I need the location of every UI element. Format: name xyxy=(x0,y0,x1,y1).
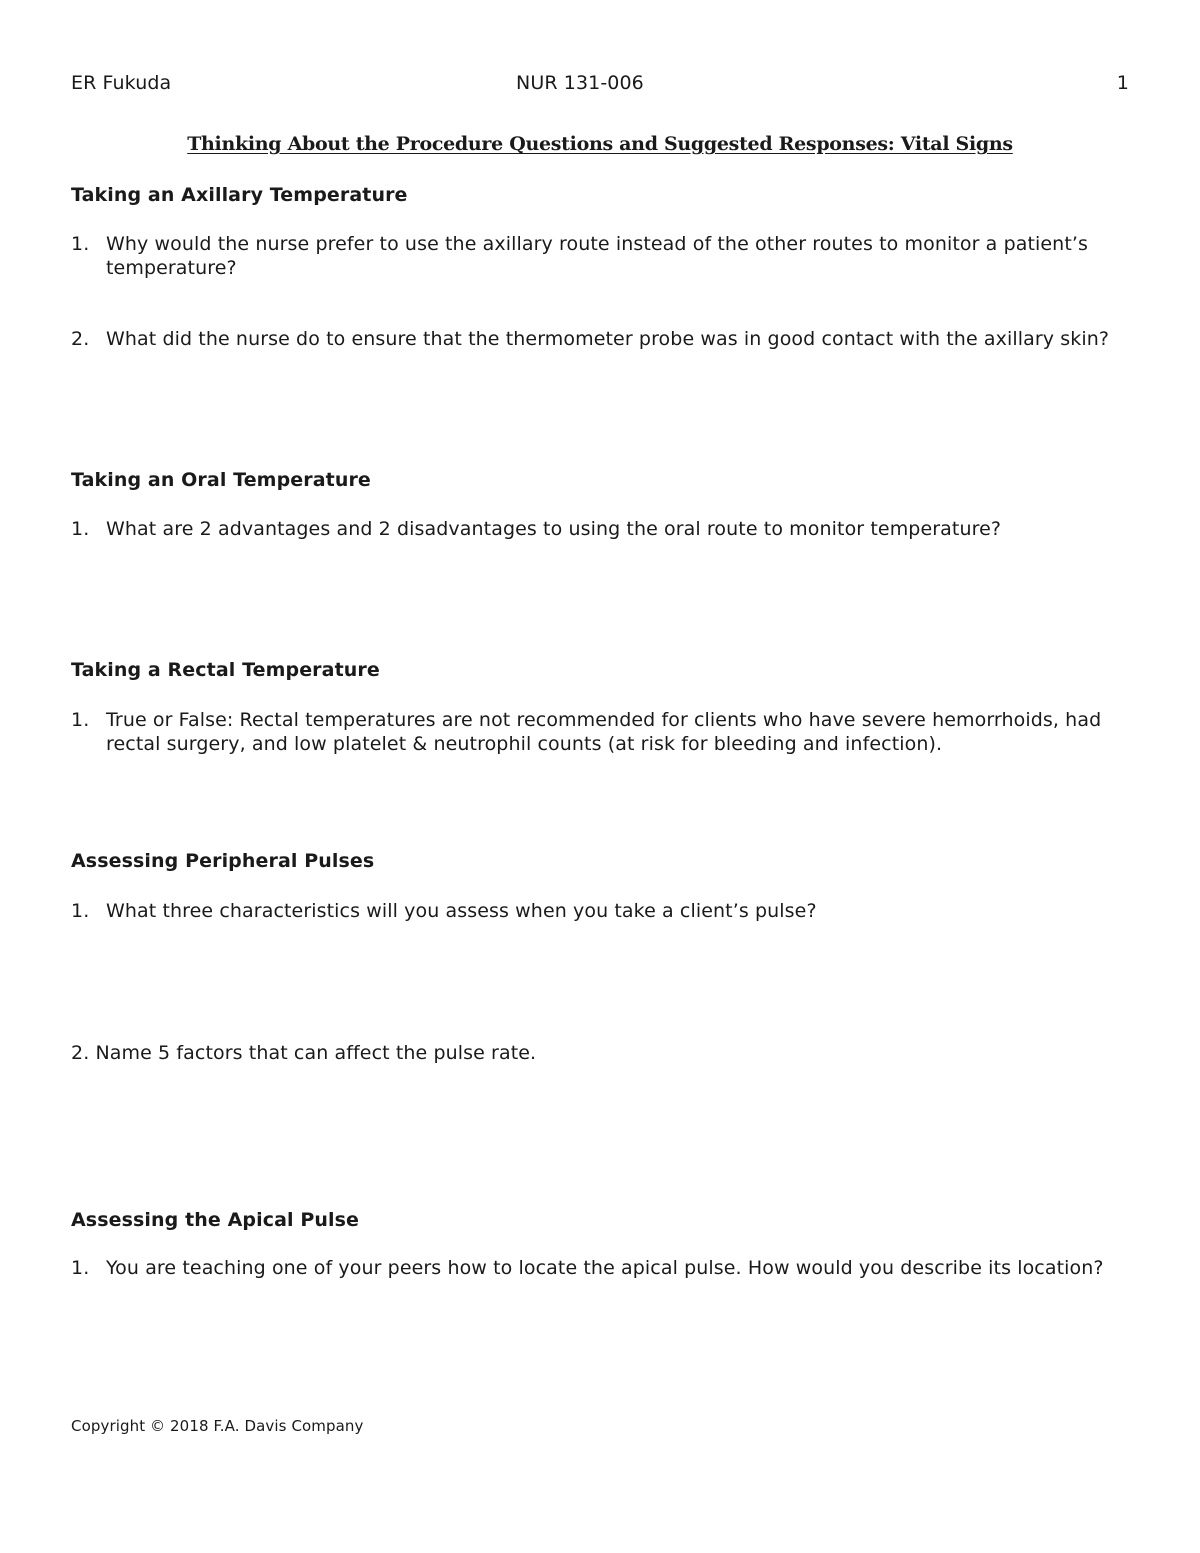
question-item xyxy=(71,327,1141,351)
question-text: You are teaching one of your peers how to locate the apical pulse. How would you describe its location? xyxy=(106,1257,1104,1279)
question-text: 2. Name 5 factors that can affect the pulse rate. xyxy=(71,1042,537,1064)
section-heading: Assessing Peripheral Pulses xyxy=(71,850,375,872)
question-number: 2. xyxy=(71,328,90,350)
question-text: Why would the nurse prefer to use the axillary route instead of the other routes to monitor a patient’s temperature? xyxy=(106,233,1089,279)
header-author: ER Fukuda xyxy=(71,72,172,94)
question-item xyxy=(71,232,1141,280)
question-item xyxy=(71,899,1141,923)
question-text: What three characteristics will you assess when you take a client’s pulse? xyxy=(106,900,817,922)
question-text: What did the nurse do to ensure that the thermometer probe was in good contact with the axillary skin? xyxy=(106,328,1110,350)
question-number: 1. xyxy=(71,709,90,731)
section-heading: Taking an Axillary Temperature xyxy=(71,184,408,206)
question-text: True or False: Rectal temperatures are not recommended for clients who have severe hemorrhoids, had rectal surgery, and low platelet & neutrophil counts (at risk for bleeding and infection). xyxy=(106,709,1102,755)
page-number: 1 xyxy=(1116,72,1129,94)
copyright-notice: Copyright © 2018 F.A. Davis Company xyxy=(71,1417,364,1435)
question-number: 1. xyxy=(71,233,90,255)
section-heading: Assessing the Apical Pulse xyxy=(71,1209,359,1231)
question-number: 1. xyxy=(71,1257,90,1279)
question-item xyxy=(71,708,1141,756)
question-text: What are 2 advantages and 2 disadvantages to using the oral route to monitor temperature? xyxy=(106,518,1002,540)
question-number: 1. xyxy=(71,518,90,540)
question-item xyxy=(71,1256,1141,1280)
header-course: NUR 131-006 xyxy=(516,72,644,94)
document-title: Thinking About the Procedure Questions and Suggested Responses: Vital Signs xyxy=(187,133,1013,155)
question-number: 1. xyxy=(71,900,90,922)
section-heading: Taking an Oral Temperature xyxy=(71,469,371,491)
section-heading: Taking a Rectal Temperature xyxy=(71,659,380,681)
question-item xyxy=(71,1041,1141,1065)
question-item xyxy=(71,517,1141,541)
